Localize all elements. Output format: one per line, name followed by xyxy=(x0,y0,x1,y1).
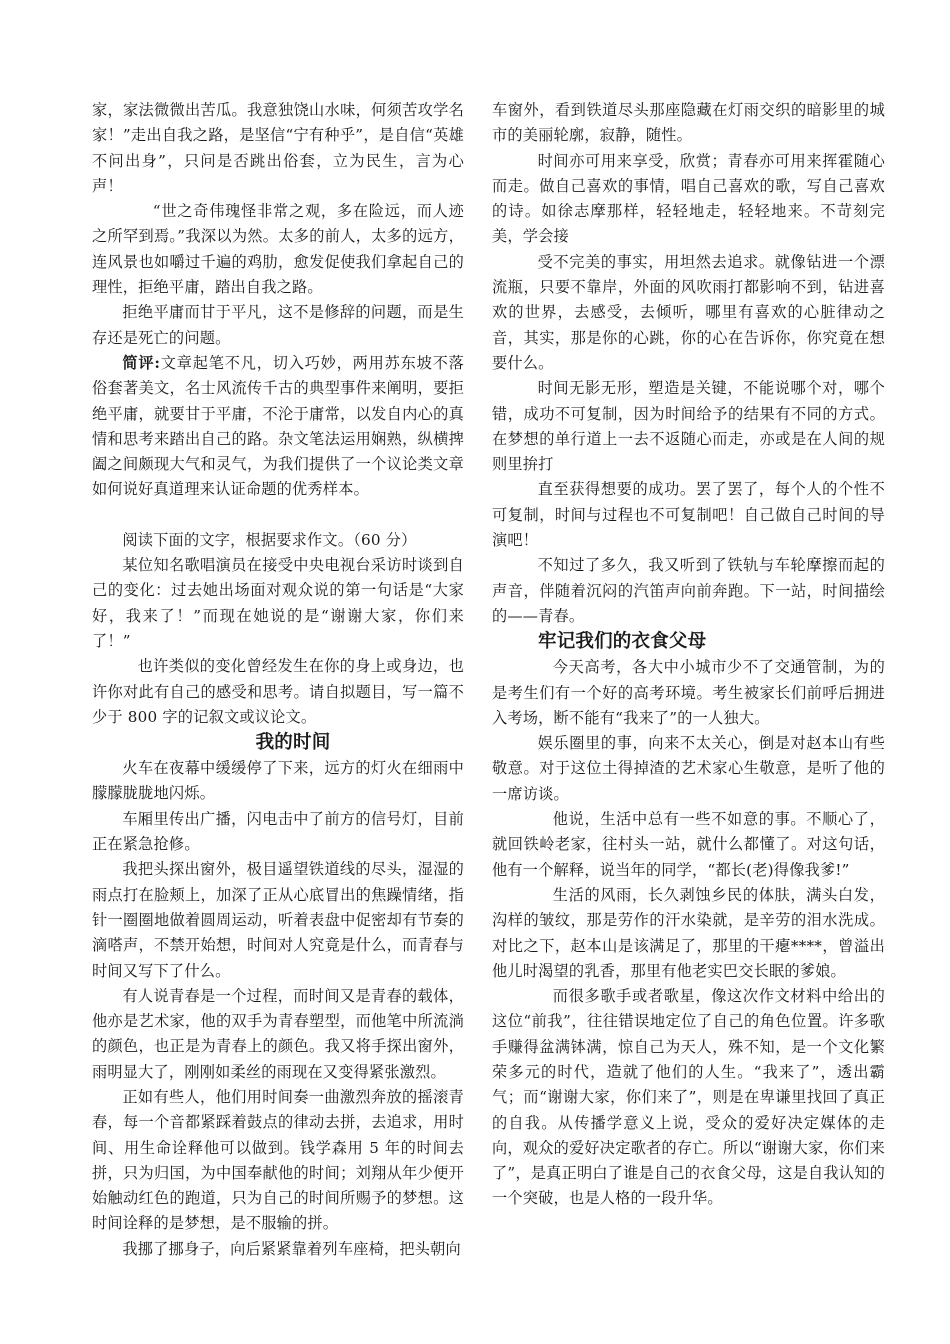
essay-title: 我的时间 xyxy=(255,732,331,754)
paragraph: 车窗外，看到铁道尽头那座隐藏在灯雨交织的暗影里的城市的美丽轮廓，寂静，随性。 xyxy=(492,101,885,145)
paragraph: 他说，生活中总有一些不如意的事。不顺心了，就回铁岭老家，往村头一站，就什么都懂了。对这句话，他有一个解释，说当年的同学，“都长(老)得像我爹!” xyxy=(492,810,885,879)
paragraph: 我挪了挪身子，向后紧紧靠着列车座椅，把头朝向 xyxy=(122,1239,461,1258)
paragraph: “世之奇伟瑰怪非常之观，多在险远，而人迹之所罕到焉。”我深以为然。太多的前人，太多的远方，连风景也如嚼过千遍的鸡肋，愈发促使我们拿起自己的理性，拒绝平庸，踏出自我之路。 xyxy=(92,202,464,297)
right-column xyxy=(492,98,885,1212)
paragraph: 生活的风雨，长久剥蚀乡民的体肤，满头白发，沟样的皱纹，那是劳作的汗水染就，是辛劳的泪水洗成。对比之下，赵本山是该满足了，那里的干瘪****，曾溢出他儿时渴望的乳香，那里有他老实巴交长眠的爹娘。 xyxy=(492,885,885,980)
paragraph: 火车在夜幕中缓缓停了下来，远方的灯火在细雨中朦朦胧胧地闪烁。 xyxy=(92,759,464,803)
paragraph: 某位知名歌唱演员在接受中央电视台采访时谈到自己的变化：过去她出场面对观众说的第一句话是“大家好，我来了！”而现在她说的是“谢谢大家，你们来了！” xyxy=(92,556,464,650)
paragraph: 而很多歌手或者歌星，像这次作文材料中给出的这位“前我”，往往错误地定位了自己的角色位置。许多歌手赚得盆满钵满，惊自己为天人，殊不知，是一个文化繁荣多元的时代，造就了他们的人生。“我来了”，透出霸气；而“谢谢大家，你们来了”，则是在卑谦里找回了真正的自我。从传播学意义上说，受众的爱好决定媒体的走向，观众的爱好决定歌者的存亡。所以“谢谢大家，你们来了”，是真正明白了谁是自己的衣食父母，这是自我认知的一个突破，也是人格的一段升华。 xyxy=(492,987,885,1208)
comment-paragraph xyxy=(92,351,464,503)
paragraph: 正如有些人，他们用时间奏一曲激烈奔放的摇滚青春，每一个音都紧踩着鼓点的律动去拼，去追求，用时间、用生命诠释他可以做到。钱学森用 5 年的时间去拼，只为归国，为中国奉献他的时间；刘翔从年少便开始触动红色的跑道，只为自己的时间所赐予的梦想。这时间诠释的是梦想，是不服输的拼。 xyxy=(92,1087,464,1233)
prompt-intro: 阅读下面的文字，根据要求作文。（60 分） xyxy=(122,530,417,549)
paragraph: 今天高考，各大中小城市少不了交通管制，为的是考生们有一个好的高考环境。考生被家长们前呼后拥进入考场，断不能有“我来了”的一人独大。 xyxy=(492,658,885,727)
paragraph: 家，家法微微出苦瓜。我意独饶山水味，何须苦攻学名家！”走出自我之路，是坚信“宁有种乎”，是自信“英雄不问出身”，只问是否跳出俗套，立为民生，言为心声！ xyxy=(92,101,464,195)
paragraph: 受不完美的事实，用坦然去追求。就像钻进一个漂流瓶，只要不靠岸，外面的风吹雨打都影响不到，钻进喜欢的世界，去感受，去倾听，哪里有喜欢的心脏律动之音，其实，那是你的心跳，你的心在告诉你，你究竟在想要什么。 xyxy=(492,252,885,372)
paragraph: 有人说青春是一个过程，而时间又是青春的载体，他亦是艺术家，他的双手为青春塑型，而他笔中所流淌的颜色，也正是为青春上的颜色。我又将手探出窗外，雨明显大了，刚刚如柔丝的雨现在又变得紧张激烈。 xyxy=(92,986,464,1081)
left-column xyxy=(92,98,464,1262)
comment-label: 简评: xyxy=(122,353,161,372)
paragraph: 拒绝平庸而甘于平凡，这不是修辞的问题，而是生存还是死亡的问题。 xyxy=(92,303,464,347)
paragraph: 也许类似的变化曾经发生在你的身上或身边，也许你对此有自己的感受和思考。请自拟题目，写一篇不少于 800 字的记叙文或议论文。 xyxy=(92,657,464,726)
paragraph: 时间亦可用来享受，欣赏；青春亦可用来挥霍随心而走。做自己喜欢的事情，唱自己喜欢的歌，写自己喜欢的诗。如徐志摩那样，轻轻地走，轻轻地来。不苛刻完美，学会接 xyxy=(492,151,885,246)
paragraph: 时间无影无形，塑造是关键，不能说哪个对，哪个错，成功不可复制，因为时间给予的结果有不同的方式。在梦想的单行道上一去不返随心而走，亦或是在人间的规则里拚打 xyxy=(492,379,885,474)
essay-title: 牢记我们的衣食父母 xyxy=(538,631,707,653)
paragraph: 娱乐圈里的事，向来不太关心，倒是对赵本山有些敬意。对于这位土得掉渣的艺术家心生敬意，是听了他的一席访谈。 xyxy=(492,734,885,803)
paragraph: 车厢里传出广播，闪电击中了前方的信号灯，目前正在紧急抢修。 xyxy=(92,809,464,854)
paragraph: 我把头探出窗外，极目遥望铁道线的尽头，湿湿的雨点打在脸颊上，加深了正从心底冒出的焦躁情绪，指针一圈圈地做着圆周运动，听着表盘中促密却有节奏的滴嗒声，不禁开始想，时间对人究竟是什么，而青春与时间又写下了什么。 xyxy=(92,860,464,980)
paragraph: 直至获得想要的成功。罢了罢了，每个人的个性不可复制，时间与过程也不可复制吧！自己做自己时间的导演吧！ xyxy=(492,480,885,550)
paragraph: 不知过了多久，我又听到了铁轨与车轮摩擦而起的声音，伴随着沉闷的汽笛声向前奔跑。下一站，时间描绘的——青春。 xyxy=(492,556,885,625)
comment-text: 文章起笔不凡，切入巧妙，两用苏东坡不落俗套著美文，名士风流传千古的典型事件来阐明，要拒绝平庸，就要甘于平庸，不沦于庸常，以发自内心的真情和思考来踏出自己的路。杂文笔法运用娴熟，纵横捭阖之间颇现大气和灵气，为我们提供了一个议论类文章如何说好真道理来认证命题的优秀样本。 xyxy=(92,353,464,499)
spacer xyxy=(92,503,464,528)
